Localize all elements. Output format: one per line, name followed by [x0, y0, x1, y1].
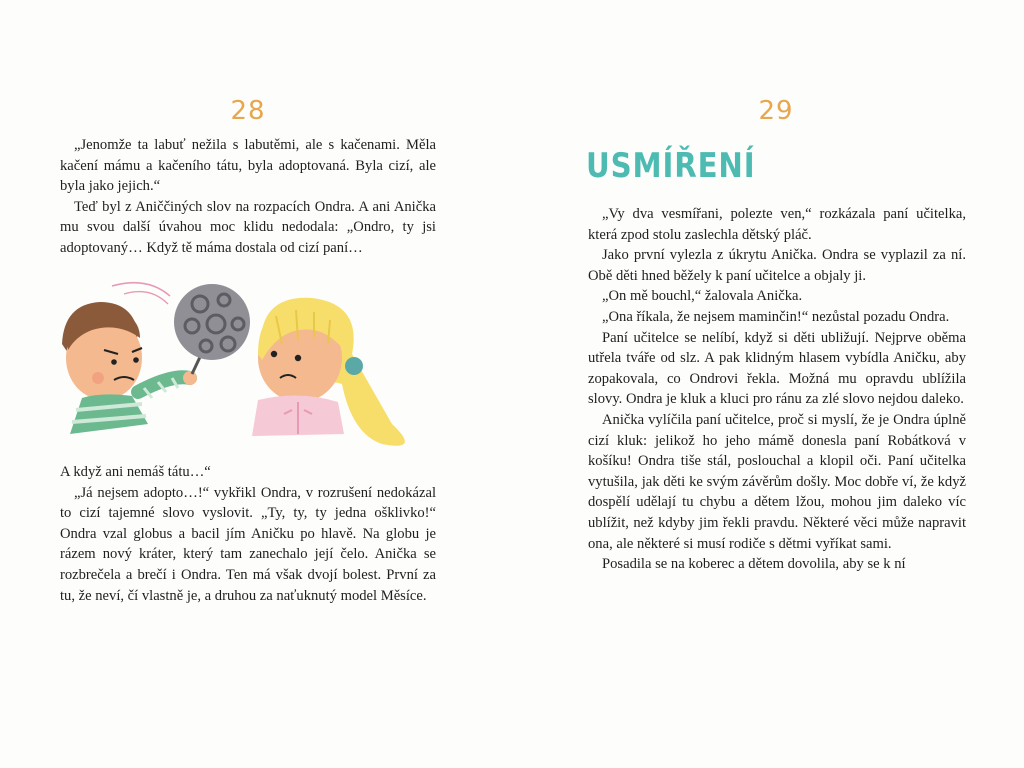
paragraph: „Já nejsem adopto…!“ vykřikl Ondra, v rozrušení nedokázal to cizí tajemné slovo vyslovit. „Ty, ty, ty jedna ošklivko!“ Ondra vzal globus a bacil jím Aničku po hlavě. Na globu je rázem nový kráter, který tam zanechalo její čelo. Anička se rozbrečela a brečí i Ondra. Ten má však dvojí bolest. První za tu, že neví, čí vlastně je, a druhou za naťuknutý model Měsíce. [60, 484, 436, 604]
left-page-text-top [60, 135, 436, 259]
right-page-text [588, 204, 966, 575]
page-number-right: 29 [758, 96, 794, 126]
children-globe-illustration [52, 274, 432, 460]
paragraph: „Ona říkala, že nejsem maminčin!“ nezůstal pozadu Ondra. [602, 308, 950, 325]
paragraph: Jako první vylezla z úkrytu Anička. Ondra se vyplazil za ní. Obě děti hned běžely k paní učitelce a objaly ji. [588, 247, 966, 284]
left-page-text-bottom [60, 462, 436, 606]
paragraph: Posadila se na koberec a dětem dovolila, aby se k ní [602, 556, 906, 573]
paragraph: Paní učitelce se nelíbí, když si děti ubližují. Nejprve oběma utřela tváře od slz. A pak klidným hlasem vybídla Aničku, aby zopakovala, co Ondrovi řekla. Možná mu opravdu ublížila slovy. Ondra je kluk a kluci pro ránu za zlé slovo nejdou daleko. [588, 329, 966, 408]
paragraph: „Jenomže ta labuť nežila s labutěmi, ale s kačenami. Měla kačení mámu a kačeního tátu, byla adoptovaná. Byla cizí, ale byla jako jejich.“ [60, 137, 436, 195]
page-number-left: 28 [230, 96, 266, 126]
paragraph: „Vy dva vesmířani, polezte ven,“ rozkázala paní učitelka, která zpod stolu zaslechla dětský pláč. [588, 206, 966, 243]
paragraph: „On mě bouchl,“ žalovala Anička. [602, 288, 803, 305]
paragraph: Anička vylíčila paní učitelce, proč si myslí, že je Ondra úplně cizí kluk: jelikož ho jeho mámě donesla paní Robátková v košíku! Ondra tiše stál, poslouchal a klopil oči. Paní učitelka vytušila, jak děti ke svým závěrům došly. Moc dobře ví, že když dospělí udělají tu chybu a dětem lžou, mohou jim daleko víc ublížit, než kdyby jim řekli pravdu. Některé věci může napravit ona, ale některé si musí rodiče s dětmi vyříkat sami. [588, 411, 966, 552]
paragraph: Teď byl z Aniččiných slov na rozpacích Ondra. A ani Anička mu svou další úvahou moc klidu nedodala: „Ondro, ty jsi adoptovaný… Když tě máma dostala od cizí paní… [60, 198, 436, 256]
chapter-title: USMÍŘENÍ [586, 146, 756, 186]
paragraph: A když ani nemáš tátu…“ [60, 464, 211, 480]
